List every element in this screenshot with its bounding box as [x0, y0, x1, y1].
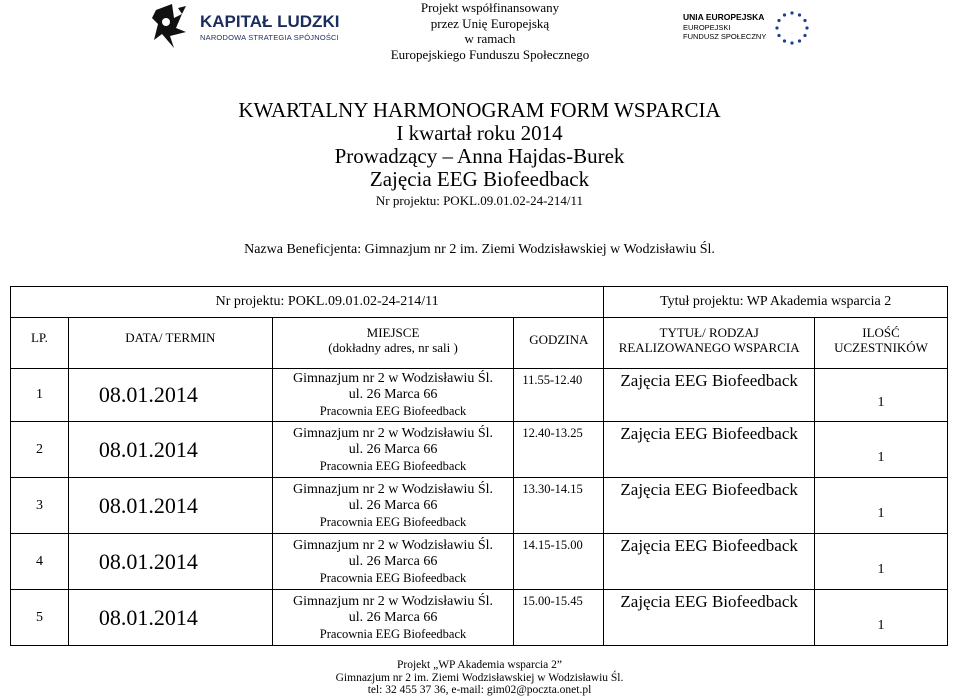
eu-flag-icon	[772, 8, 812, 48]
cofinancing-line: w ramach	[464, 31, 516, 46]
col-header-topic-line: TYTUŁ/ RODZAJ	[659, 325, 759, 340]
document-title-block	[0, 99, 959, 211]
project-info-row	[11, 287, 948, 318]
kapital-ludzki-logo	[152, 4, 352, 48]
row-place-street: ul. 26 Marca 66	[348, 553, 438, 569]
table-row	[11, 590, 948, 646]
quarter-line: I kwartał roku 2014	[396, 121, 563, 145]
col-header-topic-line: REALIZOWANEGO WSPARCIA	[618, 340, 800, 355]
footer-line: Projekt „WP Akademia wsparcia 2”	[397, 659, 562, 671]
row-lp: 5	[11, 590, 69, 646]
cofinancing-line: Europejskiego Funduszu Społecznego	[390, 46, 590, 62]
row-place	[272, 369, 514, 422]
row-date: 08.01.2014	[68, 422, 272, 478]
table-row	[11, 478, 948, 534]
col-header-date: DATA/ TERMIN	[68, 318, 272, 369]
eu-logo-line: UNIA EUROPEJSKA	[683, 12, 765, 22]
row-place	[272, 422, 514, 478]
beneficiary-name: Nazwa Beneficjenta: Gimnazjum nr 2 im. Ziemi Wodzisławskiej w Wodzisławiu Śl.	[244, 242, 715, 257]
row-lp: 1	[11, 369, 69, 422]
col-header-hours: GODZINA	[514, 318, 604, 369]
kapital-ludzki-logo-icon	[152, 4, 194, 48]
row-place-building: Gimnazjum nr 2 w Wodzisławiu Śl.	[293, 371, 494, 386]
row-place-room: Pracownia EEG Biofeedback	[319, 626, 467, 641]
document-title: KWARTALNY HARMONOGRAM FORM WSPARCIA	[238, 98, 721, 122]
table-project-title: Tytuł projektu: WP Akademia wsparcia 2	[604, 287, 948, 318]
row-place-street: ul. 26 Marca 66	[348, 387, 438, 402]
row-topic: Zajęcia EEG Biofeedback	[604, 534, 815, 590]
row-place-building: Gimnazjum nr 2 w Wodzisławiu Śl.	[293, 537, 494, 553]
instructor-line: Prowadzący – Anna Hajdas-Burek	[334, 144, 625, 168]
col-header-place	[272, 318, 514, 369]
cofinancing-note	[360, 0, 620, 62]
row-topic: Zajęcia EEG Biofeedback	[604, 369, 815, 422]
eu-logo-line: FUNDUSZ SPOŁECZNY	[683, 32, 767, 41]
col-header-lp: LP.	[11, 318, 69, 369]
footer	[0, 659, 959, 697]
row-place-building: Gimnazjum nr 2 w Wodzisławiu Śl.	[293, 425, 494, 441]
row-date: 08.01.2014	[68, 590, 272, 646]
col-header-place-line: MIEJSCE	[366, 325, 420, 340]
kapital-ludzki-subtitle: NARODOWA STRATEGIA SPÓJNOŚCI	[200, 33, 339, 42]
row-date: 08.01.2014	[68, 534, 272, 590]
row-place-street: ul. 26 Marca 66	[348, 609, 438, 625]
col-header-topic	[604, 318, 815, 369]
footer-line: Gimnazjum nr 2 im. Ziemi Wodzisławskiej w Wodzisławiu Śl.	[335, 671, 624, 684]
row-hours: 12.40-13.25	[514, 422, 604, 478]
row-lp: 4	[11, 534, 69, 590]
cofinancing-line: Projekt współfinansowany	[420, 0, 560, 15]
row-place-building: Gimnazjum nr 2 w Wodzisławiu Śl.	[293, 481, 494, 497]
col-header-participants: ILOŚĆ UCZESTNIKÓW	[815, 318, 948, 369]
header-row	[11, 318, 948, 369]
row-participant-count: 1	[815, 422, 948, 478]
row-date: 08.01.2014	[68, 478, 272, 534]
row-place-street: ul. 26 Marca 66	[348, 441, 438, 457]
row-place-building: Gimnazjum nr 2 w Wodzisławiu Śl.	[293, 593, 494, 609]
col-header-place-line: (dokładny adres, nr sali )	[328, 340, 458, 355]
row-topic: Zajęcia EEG Biofeedback	[604, 422, 815, 478]
kapital-ludzki-title: KAPITAŁ LUDZKI	[200, 12, 340, 31]
footer-line: tel: 32 455 37 36, e-mail: gim02@poczta.onet.pl	[367, 684, 592, 696]
row-place-room: Pracownia EEG Biofeedback	[319, 570, 467, 585]
eu-logo-line: EUROPEJSKI	[683, 23, 731, 32]
row-participant-count: 1	[815, 478, 948, 534]
activity-line: Zajęcia EEG Biofeedback	[369, 167, 590, 191]
row-participant-count: 1	[815, 534, 948, 590]
row-lp: 3	[11, 478, 69, 534]
row-place	[272, 534, 514, 590]
row-hours: 11.55-12.40	[514, 369, 604, 422]
row-place-room: Pracownia EEG Biofeedback	[319, 458, 467, 473]
row-place-room: Pracownia EEG Biofeedback	[319, 514, 467, 529]
row-place-street: ul. 26 Marca 66	[348, 497, 438, 513]
cofinancing-line: przez Unię Europejską	[430, 15, 550, 31]
row-date: 08.01.2014	[68, 369, 272, 422]
row-participant-count: 1	[815, 369, 948, 422]
row-lp: 2	[11, 422, 69, 478]
project-number: Nr projektu: POKL.09.01.02-24-214/11	[375, 193, 584, 208]
row-place-room: Pracownia EEG Biofeedback	[319, 404, 467, 418]
row-topic: Zajęcia EEG Biofeedback	[604, 478, 815, 534]
row-place	[272, 590, 514, 646]
table-row	[11, 422, 948, 478]
table-project-number: Nr projektu: POKL.09.01.02-24-214/11	[11, 287, 604, 318]
row-hours: 13.30-14.15	[514, 478, 604, 534]
row-place	[272, 478, 514, 534]
row-hours: 14.15-15.00	[514, 534, 604, 590]
row-participant-count: 1	[815, 590, 948, 646]
row-hours: 15.00-15.45	[514, 590, 604, 646]
row-topic: Zajęcia EEG Biofeedback	[604, 590, 815, 646]
table-row	[11, 534, 948, 590]
table-row	[11, 369, 948, 422]
schedule-table	[10, 286, 948, 646]
